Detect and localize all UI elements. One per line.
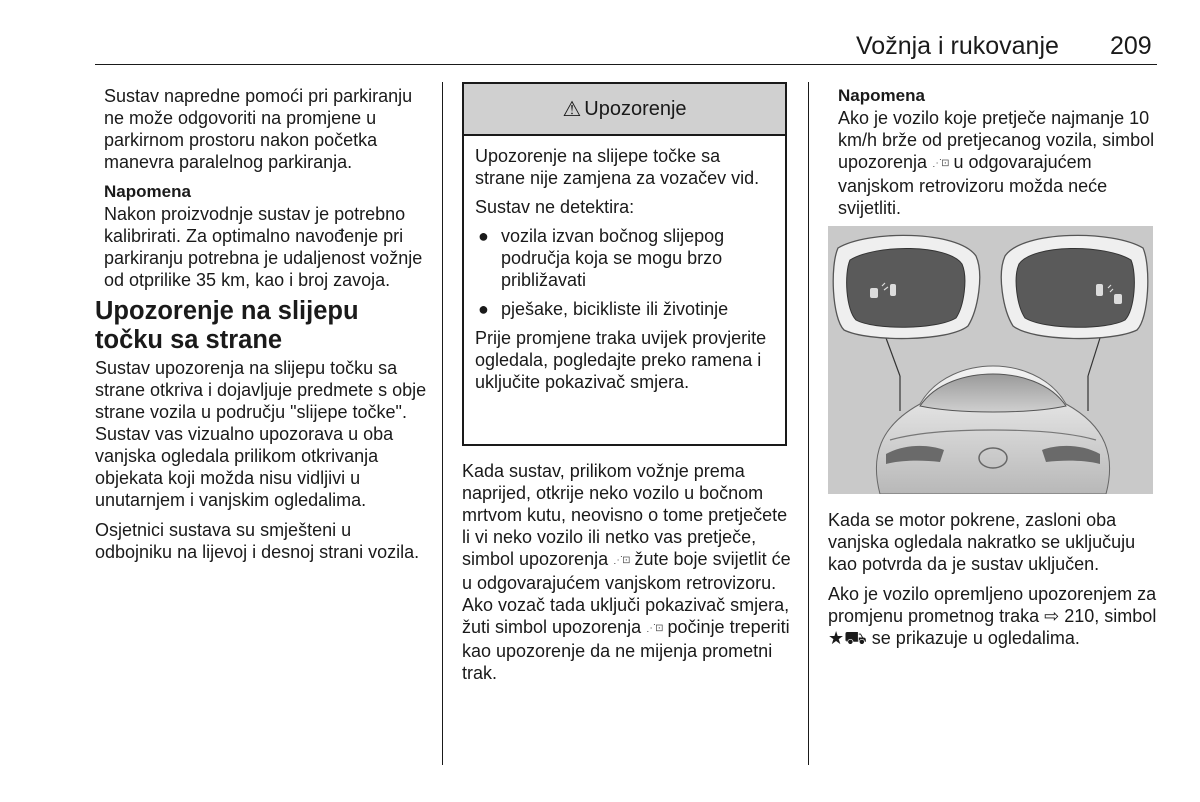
note-label: Napomena [838, 86, 925, 105]
startup-paragraph: Kada se motor pokrene, zasloni oba vanjska ogledala nakratko se uključuju kao potvrda da je sustav uključen. [828, 510, 1136, 574]
warning-body [464, 136, 785, 393]
warning-title: Upozorenje [584, 97, 687, 120]
header-title: Vožnja i rukovanje [856, 32, 1059, 60]
blind-spot-description: Sustav upozorenja na slijepu točku sa strane otkriva i dojavljuje predmete s obje strane vozila u području "slijepe točke". Sustav vas vizualno upozorava u oba vanjska ogledala prilikom otkrivanja objekata koji možda nisu vidljivi u unutarnjem i vanjskim ogledalima. [95, 358, 427, 510]
column-divider-left [442, 82, 443, 765]
lane-change-warning-icon: ★⛟ [828, 628, 867, 648]
blind-spot-operation-paragraph: Kada sustav, prilikom vožnje prema naprijed, otkrije neko vozilo u bočnom mrtvom kutu, neovisno o tome pretječete li vi neko vozilo ili netko vas pretječe, simbol upozorenja ⋰⊡ žute boje svijetlit će u odgovarajućem vanjskom retrovizoru. Ako vozač tada uključi pokazivač smjera, žuti simbol upozorenja ⋰⊡ počinje treperiti kao upozorenje da ne mijenja prometni trak. [462, 461, 791, 683]
page-number: 209 [1110, 32, 1152, 60]
warning-header [464, 84, 785, 136]
blind-spot-warning-icon: ⋰⊡ [932, 158, 949, 169]
page-reference[interactable]: 210 [1064, 606, 1095, 626]
note-block [95, 181, 430, 291]
column-3-text [828, 509, 1158, 649]
note-text: Ako je vozilo koje pretječe najmanje 10 km/h brže od pretjecanog vozila, simbol upozorenja ⋰⊡ u odgovarajućem vanjskom retrovizoru možda neće svijetliti. [838, 108, 1155, 218]
column-3-note [838, 85, 1158, 219]
sensor-location-paragraph: Osjetnici sustava su smješteni u odbojniku na lijevoj i desnoj strani vozila. [95, 520, 420, 562]
intro-paragraph: Sustav napredne pomoći pri parkiranju ne može odgovoriti na promjene u parkirnom prostoru nakon početka manevra paralelnog parkiranja. [104, 86, 413, 172]
warning-triangle-icon: ⚠ [562, 97, 582, 121]
column-divider-right [808, 82, 809, 765]
list-item: ● pješake, bicikliste ili životinje [478, 299, 729, 319]
warning-list [475, 225, 775, 320]
page-reference-arrow-icon: ⇨ [1044, 606, 1060, 626]
warning-text-1: Upozorenje na slijepe točke sa strane nije zamjena za vozačev vid. [475, 146, 760, 188]
warning-text-3: Prije promjene traka uvijek provjerite ogledala, pogledajte preko ramena i uključite pokazivač smjera. [475, 328, 767, 392]
warning-box [462, 82, 787, 446]
column-1 [95, 85, 430, 563]
mirror-illustration [828, 226, 1153, 494]
warning-text-2: Sustav ne detektira: [475, 197, 635, 217]
section-heading: Upozorenje na slijepu točku sa strane [95, 297, 359, 354]
blind-spot-warning-icon: ⋰⊡ [613, 555, 630, 566]
column-2-text [462, 460, 792, 684]
note-label: Napomena [104, 182, 191, 201]
lane-change-paragraph: Ako je vozilo opremljeno upozorenjem za promjenu prometnog traka ⇨ 210, simbol ★⛟ se prikazuje u ogledalima. [828, 584, 1157, 648]
header-rule [95, 64, 1157, 65]
note-text: Nakon proizvodnje sustav je potrebno kalibrirati. Za optimalno navođenje pri parkiranju potrebna je udaljenost vožnje od otprilike 35 km, kao i broj zavoja. [104, 204, 423, 290]
list-item: ● vozila izvan bočnog slijepog područja koja se mogu brzo približavati [478, 226, 725, 290]
blind-spot-warning-icon: ⋰⊡ [646, 623, 663, 634]
